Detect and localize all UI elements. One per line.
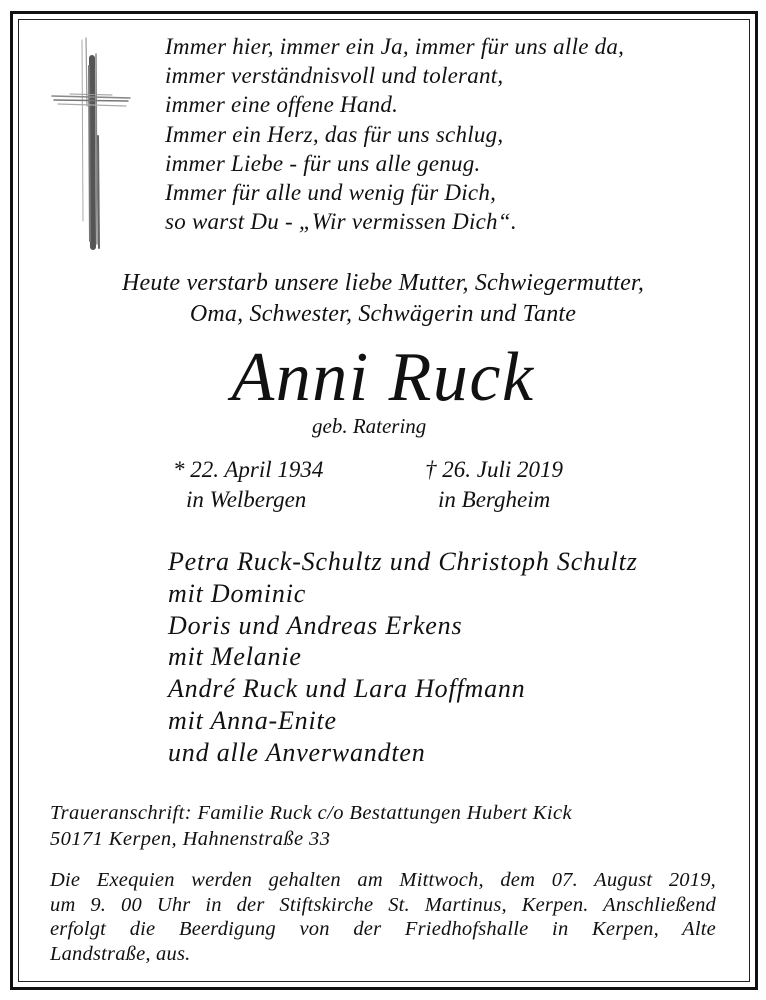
poem-line: Immer ein Herz, das für uns schlug, — [165, 121, 504, 147]
birth-date: * 22. April 1934 — [173, 457, 324, 482]
service-line-3: erfolgt die Beerdigung von der Friedhofshalle in Kerpen, Alte — [50, 918, 716, 940]
birth-name: geb. Ratering — [312, 414, 427, 438]
death-place: in Bergheim — [438, 487, 551, 512]
poem-line: immer Liebe - für uns alle genug. — [165, 150, 481, 176]
address-line-1: Traueranschrift: Familie Ruck c/o Bestattungen Hubert Kick — [50, 802, 572, 824]
death-info — [425, 455, 563, 515]
mourner-line: mit Anna-Enite — [168, 705, 337, 735]
poem-line: immer eine offene Hand. — [165, 92, 399, 118]
service-line-4: Landstraße, aus. — [50, 942, 191, 965]
deceased-name: Anni Ruck — [231, 339, 535, 416]
announcement-intro — [0, 268, 766, 330]
poem-line: immer verständnisvoll und tolerant, — [165, 63, 504, 89]
poem-line: Immer für alle und wenig für Dich, — [165, 180, 497, 206]
service-line-1: Die Exequien werden gehalten am Mittwoch, dem 07. August 2019, — [50, 869, 716, 891]
mourner-line: Petra Ruck-Schultz und Christoph Schultz — [168, 547, 638, 576]
mourner-line: Doris und Andreas Erkens — [168, 610, 463, 640]
mourner-line: André Ruck und Lara Hoffmann — [168, 674, 526, 704]
address-line-2: 50171 Kerpen, Hahnenstraße 33 — [50, 828, 331, 850]
funeral-service-info — [50, 868, 716, 966]
intro-line-1: Heute verstarb unsere liebe Mutter, Schwiegermutter, — [121, 270, 645, 296]
mourner-line: und alle Anverwandten — [168, 737, 426, 767]
poem — [165, 32, 624, 236]
mourners-list — [168, 546, 638, 769]
birth-info — [173, 455, 323, 515]
poem-line: Immer hier, immer ein Ja, immer für uns alle da, — [165, 34, 625, 59]
death-date: † 26. Juli 2019 — [425, 457, 563, 482]
poem-line: so warst Du - „Wir vermissen Dich“. — [165, 209, 517, 235]
service-line-2: um 9. 00 Uhr in der Stiftskirche St. Martinus, Kerpen. Anschließend — [50, 893, 716, 916]
birth-place: in Welbergen — [186, 487, 307, 512]
cross-icon — [50, 36, 132, 250]
mourning-address — [50, 800, 572, 852]
mourner-line: mit Melanie — [168, 642, 302, 672]
intro-line-2: Oma, Schwester, Schwägerin und Tante — [189, 301, 577, 327]
mourner-line: mit Dominic — [168, 578, 307, 608]
